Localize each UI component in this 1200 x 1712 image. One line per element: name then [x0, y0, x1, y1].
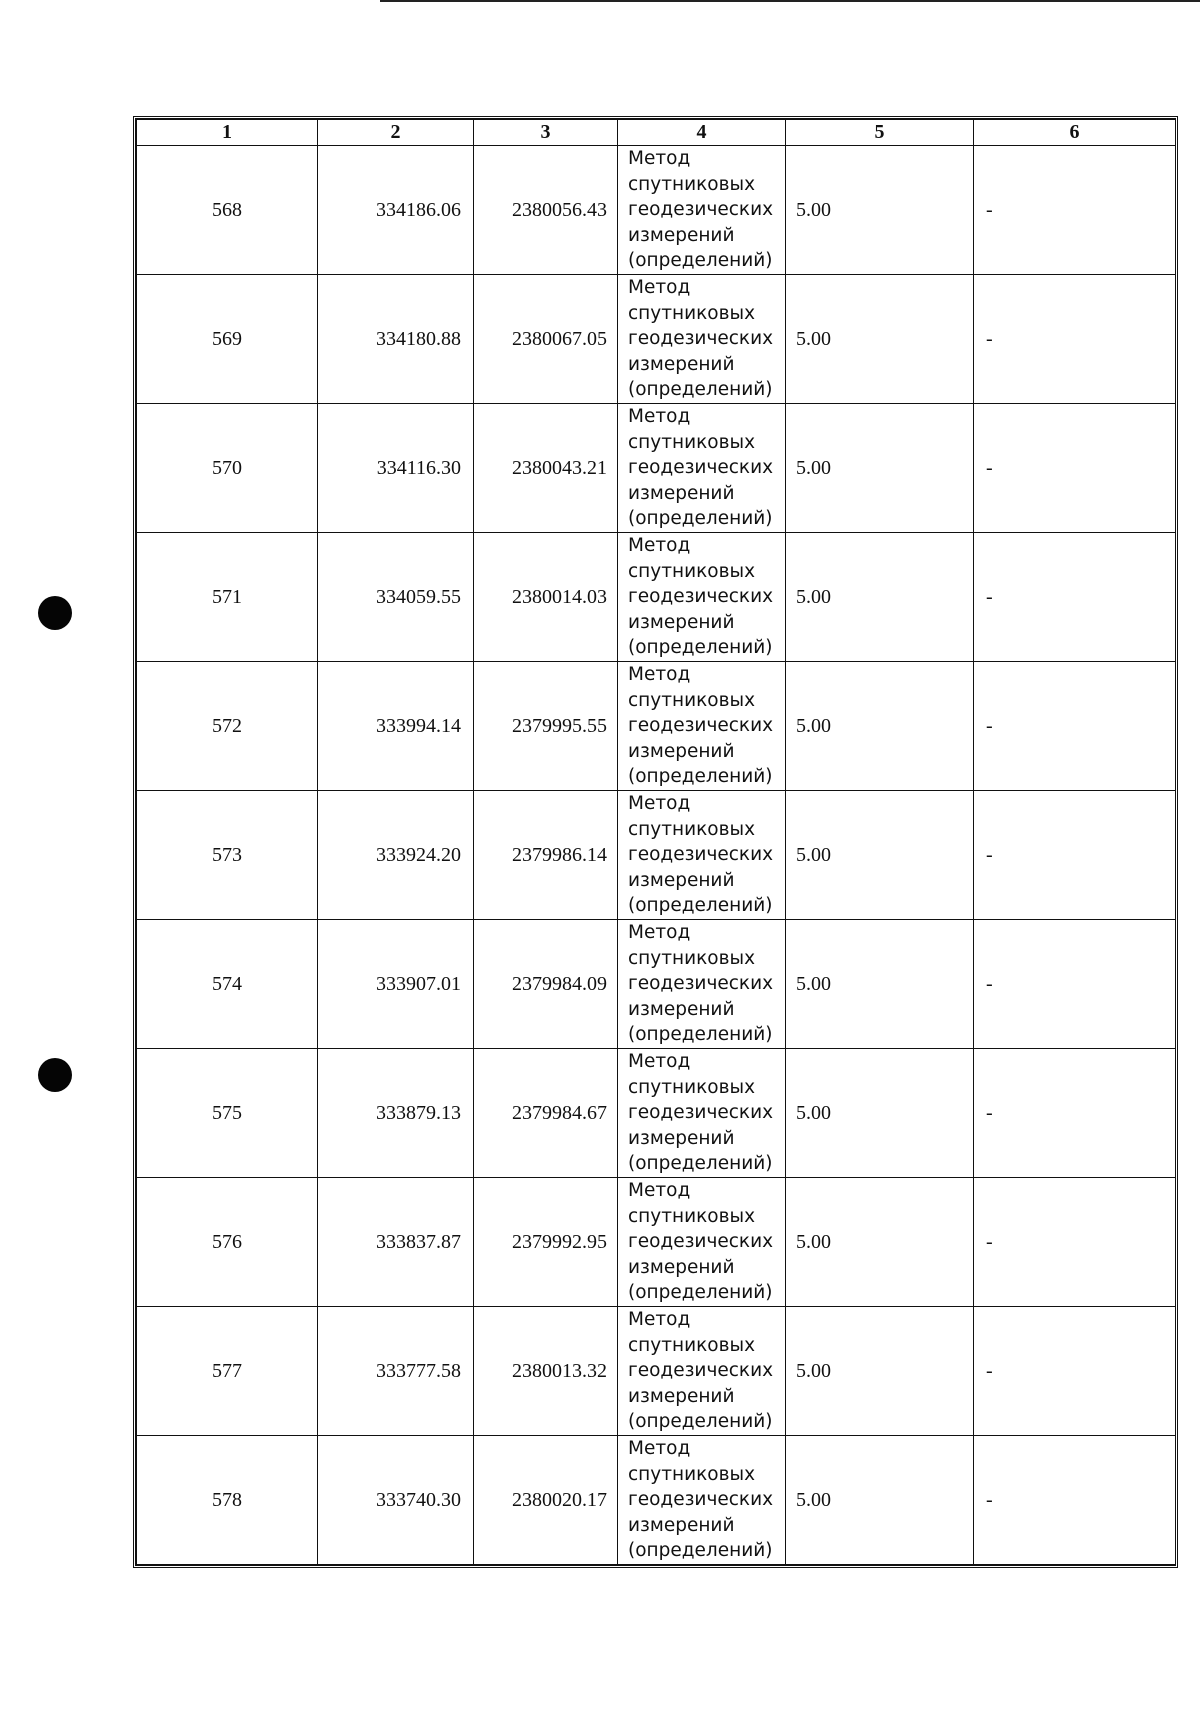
- table-row: [137, 1436, 1176, 1565]
- method-text-line: Метод: [628, 793, 691, 815]
- method-text-line: (определений): [628, 637, 773, 659]
- table-body: [137, 146, 1176, 1565]
- coordinate-x-cell: 334180.88: [318, 275, 474, 404]
- method-text-line: спутниковых: [628, 173, 756, 195]
- coordinate-x-cell: 333740.30: [318, 1436, 474, 1565]
- method-cell: [618, 791, 786, 920]
- method-text-line: спутниковых: [628, 818, 756, 840]
- method-text-line: измерений: [628, 224, 735, 246]
- coordinate-x-cell: 333924.20: [318, 791, 474, 920]
- table-row: [137, 533, 1176, 662]
- method-cell: [618, 533, 786, 662]
- coordinate-y-cell: 2379986.14: [474, 791, 618, 920]
- accuracy-cell: 5.00: [786, 146, 974, 275]
- accuracy-cell: 5.00: [786, 404, 974, 533]
- header-col-1: 1: [137, 120, 318, 146]
- method-text-line: (определений): [628, 895, 773, 917]
- header-col-6: 6: [974, 120, 1176, 146]
- method-text-line: спутниковых: [628, 1076, 756, 1098]
- method-text-line: измерений: [628, 611, 735, 633]
- method-text-line: измерений: [628, 1256, 735, 1278]
- coordinate-x-cell: 333837.87: [318, 1178, 474, 1307]
- method-text-line: геодезических: [628, 328, 774, 350]
- point-number-cell: 568: [137, 146, 318, 275]
- coordinate-y-cell: 2379984.67: [474, 1049, 618, 1178]
- coordinate-y-cell: 2379984.09: [474, 920, 618, 1049]
- note-cell: -: [974, 791, 1176, 920]
- table-row: [137, 404, 1176, 533]
- method-text-line: спутниковых: [628, 1334, 756, 1356]
- accuracy-cell: 5.00: [786, 662, 974, 791]
- point-number-cell: 569: [137, 275, 318, 404]
- method-text-line: измерений: [628, 740, 735, 762]
- method-text-line: Метод: [628, 1438, 691, 1460]
- table-row: [137, 1307, 1176, 1436]
- note-cell: -: [974, 1178, 1176, 1307]
- method-text-line: спутниковых: [628, 947, 756, 969]
- accuracy-cell: 5.00: [786, 1049, 974, 1178]
- header-col-2: 2: [318, 120, 474, 146]
- method-text-line: Метод: [628, 1051, 691, 1073]
- method-text-line: геодезических: [628, 844, 774, 866]
- coordinate-x-cell: 333994.14: [318, 662, 474, 791]
- note-cell: -: [974, 146, 1176, 275]
- coordinates-table: [136, 119, 1176, 1565]
- coordinate-y-cell: 2380043.21: [474, 404, 618, 533]
- coordinate-x-cell: 333879.13: [318, 1049, 474, 1178]
- coordinate-y-cell: 2380014.03: [474, 533, 618, 662]
- note-cell: -: [974, 533, 1176, 662]
- note-cell: -: [974, 1307, 1176, 1436]
- note-cell: -: [974, 920, 1176, 1049]
- coordinate-y-cell: 2380020.17: [474, 1436, 618, 1565]
- method-text-line: спутниковых: [628, 431, 756, 453]
- coordinate-y-cell: 2380013.32: [474, 1307, 618, 1436]
- accuracy-cell: 5.00: [786, 533, 974, 662]
- method-text-line: Метод: [628, 1309, 691, 1331]
- coordinate-y-cell: 2379992.95: [474, 1178, 618, 1307]
- note-cell: -: [974, 275, 1176, 404]
- method-text-line: Метод: [628, 277, 691, 299]
- method-cell: [618, 404, 786, 533]
- accuracy-cell: 5.00: [786, 1307, 974, 1436]
- header-col-3: 3: [474, 120, 618, 146]
- coordinate-x-cell: 333907.01: [318, 920, 474, 1049]
- method-text-line: измерений: [628, 1385, 735, 1407]
- method-text-line: (определений): [628, 1411, 773, 1433]
- method-text-line: спутниковых: [628, 560, 756, 582]
- point-number-cell: 578: [137, 1436, 318, 1565]
- method-text-line: (определений): [628, 766, 773, 788]
- method-cell: [618, 275, 786, 404]
- table-row: [137, 920, 1176, 1049]
- method-text-line: спутниковых: [628, 1205, 756, 1227]
- coordinate-x-cell: 334186.06: [318, 146, 474, 275]
- method-text-line: (определений): [628, 1153, 773, 1175]
- method-text-line: (определений): [628, 379, 773, 401]
- method-text-line: геодезических: [628, 973, 774, 995]
- note-cell: -: [974, 662, 1176, 791]
- punch-hole-mark: [38, 1058, 72, 1092]
- method-cell: [618, 1436, 786, 1565]
- method-text-line: геодезических: [628, 715, 774, 737]
- method-text-line: геодезических: [628, 199, 774, 221]
- method-text-line: спутниковых: [628, 302, 756, 324]
- table-row: [137, 275, 1176, 404]
- header-col-4: 4: [618, 120, 786, 146]
- accuracy-cell: 5.00: [786, 1436, 974, 1565]
- method-text-line: (определений): [628, 250, 773, 272]
- method-text-line: Метод: [628, 1180, 691, 1202]
- accuracy-cell: 5.00: [786, 275, 974, 404]
- coordinate-y-cell: 2380067.05: [474, 275, 618, 404]
- point-number-cell: 574: [137, 920, 318, 1049]
- method-text-line: (определений): [628, 1282, 773, 1304]
- point-number-cell: 573: [137, 791, 318, 920]
- method-cell: [618, 662, 786, 791]
- method-text-line: спутниковых: [628, 1463, 756, 1485]
- method-text-line: измерений: [628, 353, 735, 375]
- note-cell: -: [974, 1049, 1176, 1178]
- method-text-line: геодезических: [628, 1489, 774, 1511]
- coordinate-x-cell: 334059.55: [318, 533, 474, 662]
- point-number-cell: 577: [137, 1307, 318, 1436]
- point-number-cell: 575: [137, 1049, 318, 1178]
- table-row: [137, 146, 1176, 275]
- header-col-5: 5: [786, 120, 974, 146]
- method-cell: [618, 1049, 786, 1178]
- method-text-line: геодезических: [628, 1102, 774, 1124]
- note-cell: -: [974, 404, 1176, 533]
- table-row: [137, 1049, 1176, 1178]
- method-cell: [618, 920, 786, 1049]
- method-text-line: Метод: [628, 535, 691, 557]
- table-header-row: [137, 120, 1176, 146]
- method-text-line: измерений: [628, 869, 735, 891]
- coordinate-x-cell: 333777.58: [318, 1307, 474, 1436]
- point-number-cell: 570: [137, 404, 318, 533]
- coordinate-y-cell: 2380056.43: [474, 146, 618, 275]
- method-text-line: геодезических: [628, 1360, 774, 1382]
- method-text-line: спутниковых: [628, 689, 756, 711]
- table-row: [137, 662, 1176, 791]
- accuracy-cell: 5.00: [786, 791, 974, 920]
- coordinates-table-frame: [133, 116, 1178, 1568]
- method-text-line: геодезических: [628, 586, 774, 608]
- method-text-line: (определений): [628, 508, 773, 530]
- method-text-line: измерений: [628, 1127, 735, 1149]
- method-cell: [618, 146, 786, 275]
- method-text-line: (определений): [628, 1540, 773, 1562]
- method-text-line: Метод: [628, 406, 691, 428]
- note-cell: -: [974, 1436, 1176, 1565]
- method-cell: [618, 1307, 786, 1436]
- method-text-line: измерений: [628, 1514, 735, 1536]
- method-text-line: Метод: [628, 922, 691, 944]
- method-cell: [618, 1178, 786, 1307]
- method-text-line: Метод: [628, 664, 691, 686]
- method-text-line: (определений): [628, 1024, 773, 1046]
- accuracy-cell: 5.00: [786, 920, 974, 1049]
- point-number-cell: 571: [137, 533, 318, 662]
- page-top-edge-line: [380, 0, 1200, 2]
- method-text-line: измерений: [628, 998, 735, 1020]
- method-text-line: геодезических: [628, 457, 774, 479]
- method-text-line: измерений: [628, 482, 735, 504]
- table-row: [137, 1178, 1176, 1307]
- method-text-line: Метод: [628, 148, 691, 170]
- table-row: [137, 791, 1176, 920]
- coordinate-y-cell: 2379995.55: [474, 662, 618, 791]
- method-text-line: геодезических: [628, 1231, 774, 1253]
- coordinate-x-cell: 334116.30: [318, 404, 474, 533]
- point-number-cell: 572: [137, 662, 318, 791]
- point-number-cell: 576: [137, 1178, 318, 1307]
- punch-hole-mark: [38, 596, 72, 630]
- accuracy-cell: 5.00: [786, 1178, 974, 1307]
